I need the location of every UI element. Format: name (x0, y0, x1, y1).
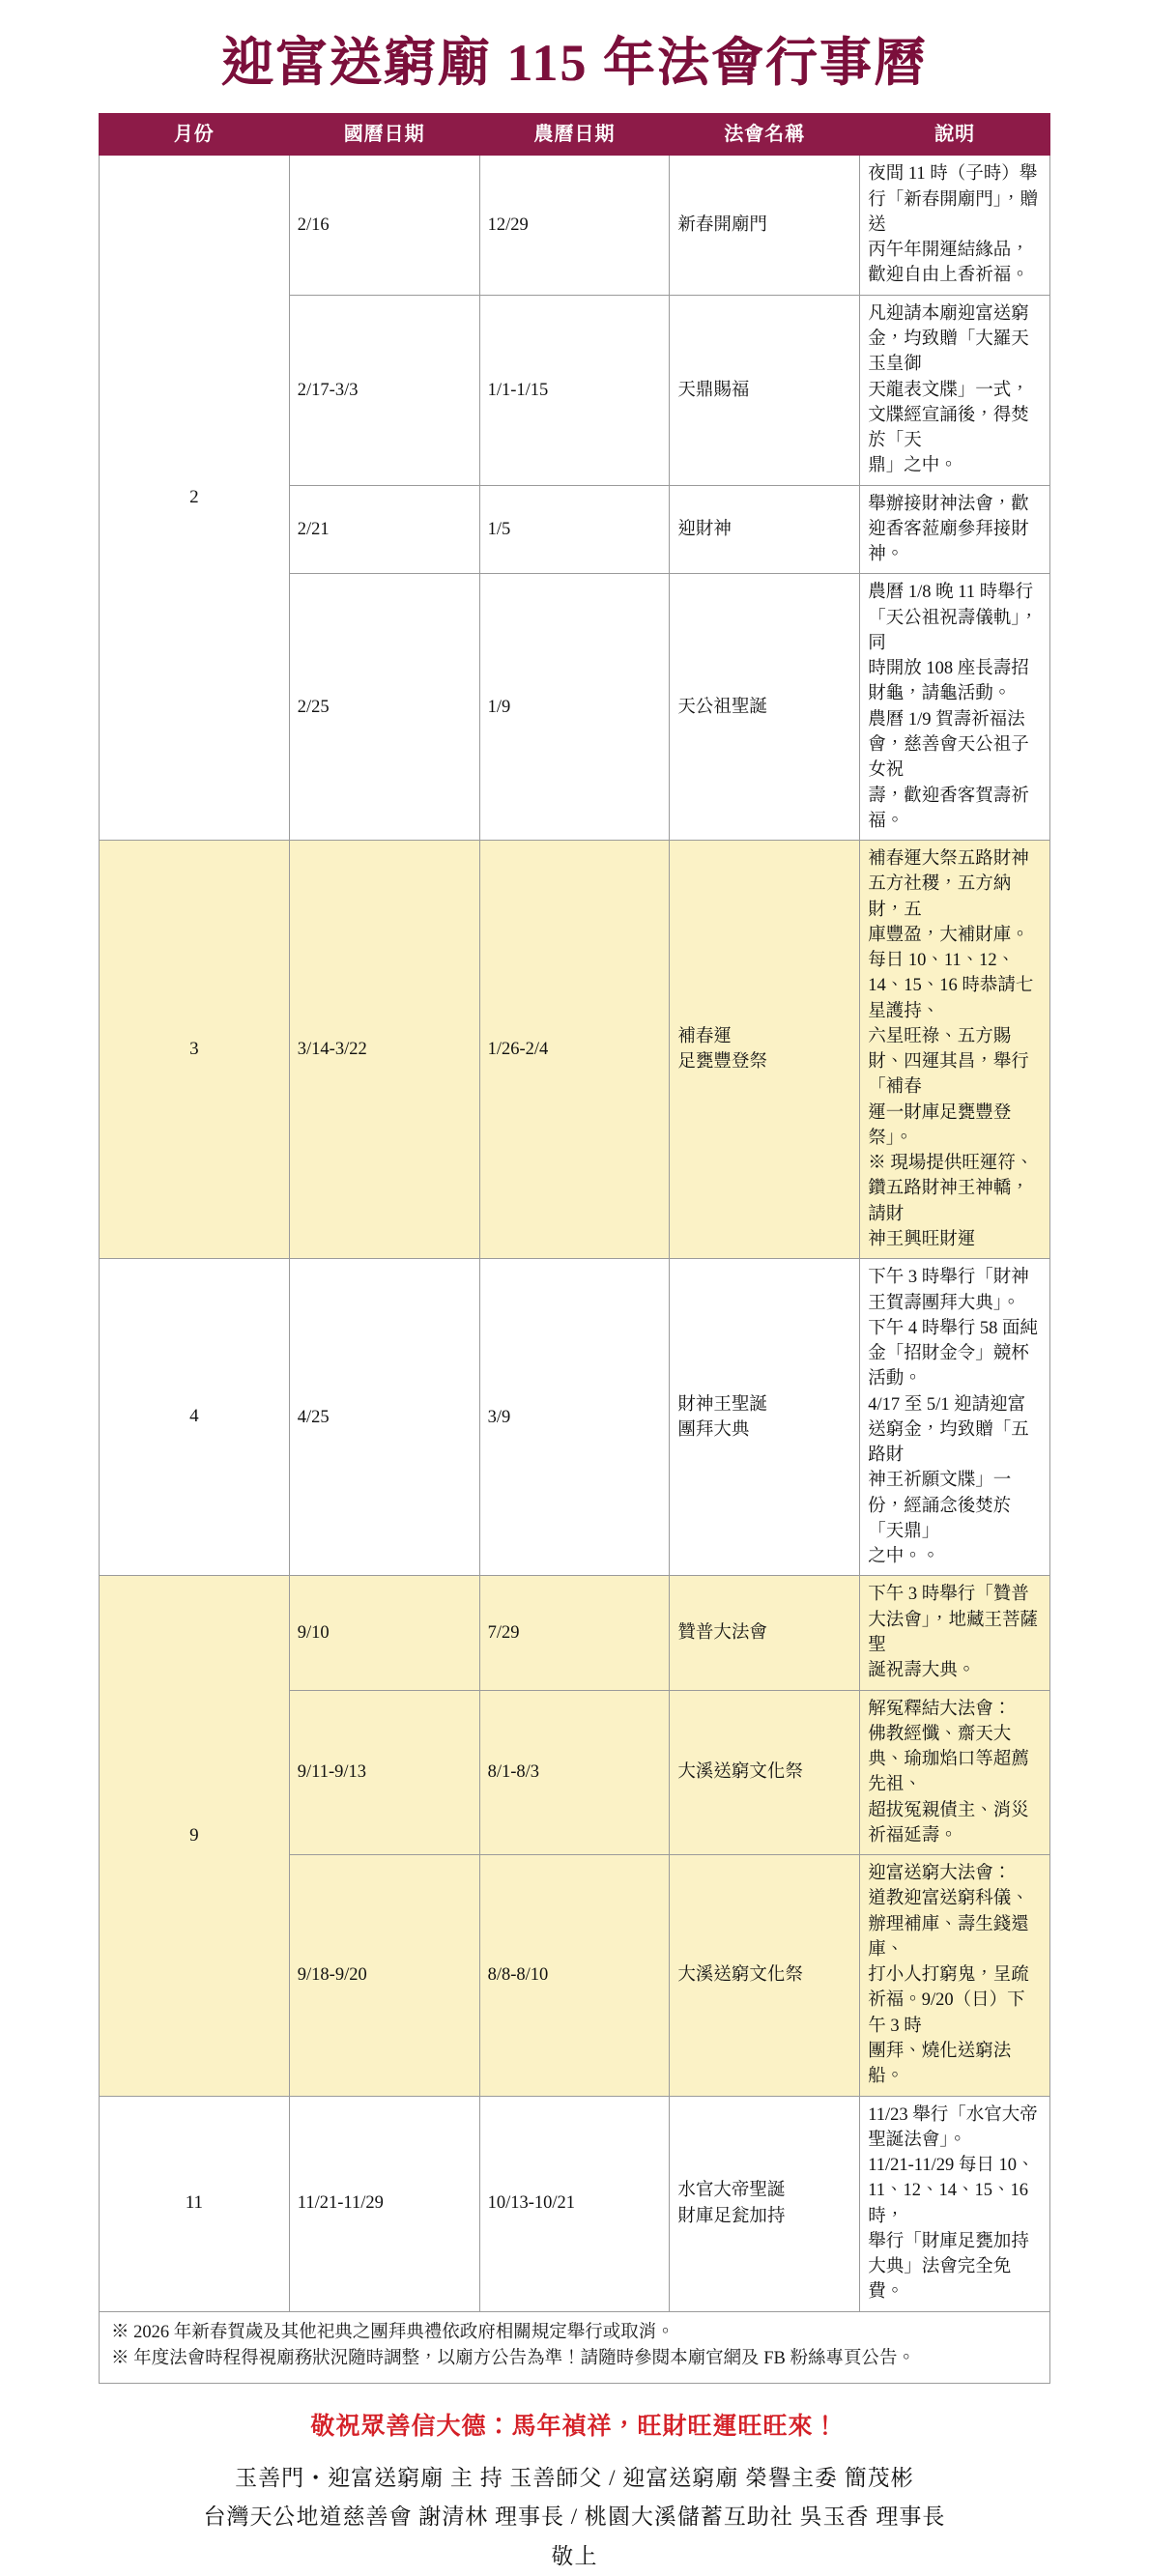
event-name-line: 足甕豐登祭 (677, 1052, 767, 1073)
event-name-line: 贊普大法會 (677, 1622, 767, 1643)
cell-event-name (670, 841, 860, 1259)
description-line: 佛教經懺、齋天大典、瑜珈焰口等超薦先祖、 (868, 1724, 1029, 1795)
description-line: 鼎」之中。 (868, 456, 958, 476)
calendar-table-wrapper (99, 113, 1050, 2312)
description-line: 下午 3 時舉行「財神王賀壽團拜大典」。 (868, 1268, 1029, 1313)
description-line: 六星旺祿、五方賜財、四運其昌，舉行「補春 (868, 1026, 1029, 1098)
cell-event-name (670, 156, 860, 295)
calendar-table (99, 113, 1050, 2312)
table-header (100, 114, 1050, 156)
cell-gregorian-date: 2/17-3/3 (289, 295, 479, 485)
table-row (100, 1259, 1050, 1576)
cell-lunar-date: 8/1-8/3 (479, 1690, 670, 1855)
cell-description (860, 574, 1050, 841)
description-line: 解冤釋結大法會： (868, 1699, 1012, 1719)
event-name-line: 迎財神 (677, 519, 732, 539)
description-line: 11/21-11/29 每日 10、11、12、14、15、16 時， (868, 2156, 1035, 2226)
description-line: 壽，歡迎香客賀壽祈福。 (868, 786, 1029, 831)
footnote-item: ※ 年度法會時程得視廟務狀況隨時調整，以廟方公告為準！請隨時參閱本廟官網及 FB 粉絲專頁公告。 (111, 2349, 916, 2369)
event-name-line: 財庫足瓮加持 (677, 2206, 786, 2226)
table-row (100, 2096, 1050, 2311)
description-line: 運一財庫足甕豐登祭」。 (868, 1102, 1012, 1148)
cell-description (860, 2096, 1050, 2311)
description-line: 誕祝壽大典。 (868, 1661, 976, 1681)
description-line: ※ 現場提供旺運符、鑽五路財神王神轎，請財 (868, 1154, 1034, 1224)
cell-description (860, 841, 1050, 1259)
cell-description (860, 1576, 1050, 1690)
column-header-month: 月份 (100, 114, 290, 156)
description-line: 天龍表文牒」一式，文牒經宣誦後，得焚於「天 (868, 380, 1029, 451)
description-line: 凡迎請本廟迎富送窮金，均致贈「大羅天玉皇御 (868, 303, 1029, 375)
signoff-block (0, 2459, 1149, 2576)
description-line: 團拜、燒化送窮法船。 (868, 2041, 1012, 2087)
cell-lunar-date: 12/29 (479, 156, 670, 295)
cell-lunar-date: 1/9 (479, 574, 670, 841)
table-row (100, 1576, 1050, 1690)
cell-event-name (670, 1855, 860, 2096)
cell-gregorian-date: 11/21-11/29 (289, 2096, 479, 2311)
table-body (100, 156, 1050, 2311)
signoff-line: 玉善門・迎富送窮廟 主 持 玉善師父 / 迎富送窮廟 榮譽主委 簡茂彬 (235, 2466, 914, 2491)
description-line: 農曆 1/8 晚 11 時舉行「天公祖祝壽儀軌」，同 (868, 583, 1038, 653)
cell-lunar-date: 1/1-1/15 (479, 295, 670, 485)
cell-month: 9 (100, 1576, 290, 2096)
cell-gregorian-date: 3/14-3/22 (289, 841, 479, 1259)
table-row (100, 841, 1050, 1259)
cell-description (860, 485, 1050, 574)
event-name-line: 天鼎賜福 (677, 380, 750, 400)
description-line: 舉辦接財神法會，歡迎香客蒞廟參拜接財神。 (868, 494, 1029, 565)
page-title: 迎富送窮廟 115 年法會行事曆 (220, 34, 929, 92)
cell-month: 11 (100, 2096, 290, 2311)
cell-lunar-date: 1/26-2/4 (479, 841, 670, 1259)
table-header-row (100, 114, 1050, 156)
description-line: 下午 3 時舉行「贊普大法會」，地藏王菩薩聖 (868, 1585, 1038, 1655)
description-line: 補春運大祭五路財神五方社稷，五方納財，五 (868, 849, 1029, 920)
cell-lunar-date: 3/9 (479, 1259, 670, 1576)
cell-event-name (670, 1259, 860, 1576)
description-line: 道教迎富送窮科儀、辦理補庫、壽生錢還庫、 (868, 1889, 1029, 1960)
signoff-line: 台灣天公地道慈善會 謝清林 理事長 / 桃園大溪儲蓄互助社 吳玉香 理事長 (203, 2504, 946, 2530)
table-row (100, 156, 1050, 295)
event-name-line: 補春運 (677, 1026, 732, 1046)
cell-description (860, 1690, 1050, 1855)
description-line: 神王興旺財運 (868, 1230, 976, 1250)
description-line: 丙午年開運結緣品，歡迎自由上香祈福。 (868, 241, 1029, 286)
event-name-line: 團拜大典 (677, 1419, 750, 1440)
cell-gregorian-date: 9/18-9/20 (289, 1855, 479, 2096)
description-line: 4/17 至 5/1 迎請迎富送窮金，均致贈「五路財 (868, 1394, 1029, 1466)
cell-description (860, 295, 1050, 485)
cell-month: 3 (100, 841, 290, 1259)
event-name-line: 大溪送窮文化祭 (677, 1965, 803, 1986)
event-name-line: 大溪送窮文化祭 (677, 1762, 803, 1783)
event-name-line: 天公祖聖誕 (677, 697, 767, 717)
cell-month: 4 (100, 1259, 290, 1576)
signoff-line: 敬上 (551, 2543, 598, 2568)
cell-lunar-date: 10/13-10/21 (479, 2096, 670, 2311)
cell-gregorian-date: 9/11-9/13 (289, 1690, 479, 1855)
column-header-description: 說明 (860, 114, 1050, 156)
description-line: 下午 4 時舉行 58 面純金「招財金令」競杯活動。 (868, 1318, 1038, 1389)
description-line: 之中。。 (868, 1547, 940, 1567)
column-header-event-name: 法會名稱 (670, 114, 860, 156)
cell-month: 2 (100, 156, 290, 841)
column-header-lunar-date: 農曆日期 (479, 114, 670, 156)
cell-lunar-date: 8/8-8/10 (479, 1855, 670, 2096)
description-line: 農曆 1/9 賀壽祈福法會，慈善會天公祖子女祝 (868, 709, 1029, 781)
event-name-line: 新春開廟門 (677, 215, 767, 235)
cell-gregorian-date: 4/25 (289, 1259, 479, 1576)
footnote-item: ※ 2026 年新春賀歲及其他祀典之團拜典禮依政府相關規定舉行或取消。 (111, 2322, 675, 2342)
description-line: 11/23 舉行「水官大帝聖誕法會」。 (868, 2104, 1038, 2150)
cell-gregorian-date: 2/16 (289, 156, 479, 295)
description-line: 打小人打窮鬼，呈疏祈福。9/20（日）下午 3 時 (868, 1965, 1029, 2036)
footnotes (99, 2312, 1050, 2385)
cell-event-name (670, 1690, 860, 1855)
cell-gregorian-date: 9/10 (289, 1576, 479, 1690)
cell-description (860, 1855, 1050, 2096)
cell-gregorian-date: 2/25 (289, 574, 479, 841)
description-line: 舉行「財庫足甕加持大典」法會完全免費。 (868, 2231, 1029, 2303)
cell-event-name (670, 485, 860, 574)
description-line: 時開放 108 座長壽招財龜，請龜活動。 (868, 659, 1029, 704)
description-line: 超拔冤親債主、消災祈福延壽。 (868, 1800, 1029, 1846)
description-line: 庫豐盈，大補財庫。 (868, 925, 1029, 945)
cell-gregorian-date: 2/21 (289, 485, 479, 574)
description-line: 夜間 11 時（子時）舉行「新春開廟門」，贈送 (868, 164, 1038, 235)
event-name-line: 水官大帝聖誕 (677, 2181, 786, 2201)
cell-event-name (670, 1576, 860, 1690)
cell-event-name (670, 2096, 860, 2311)
cell-lunar-date: 1/5 (479, 485, 670, 574)
cell-event-name (670, 295, 860, 485)
event-name-line: 財神王聖誕 (677, 1394, 767, 1415)
cell-description (860, 1259, 1050, 1576)
greeting-text: 敬祝眾善信大德：馬年禎祥，旺財旺運旺旺來！ (310, 2414, 839, 2441)
cell-description (860, 156, 1050, 295)
description-line: 神王祈願文牒」一份，經誦念後焚於「天鼎」 (868, 1471, 1012, 1541)
column-header-gregorian-date: 國曆日期 (289, 114, 479, 156)
description-line: 迎富送窮大法會： (868, 1864, 1012, 1884)
cell-event-name (670, 574, 860, 841)
cell-lunar-date: 7/29 (479, 1576, 670, 1690)
description-line: 每日 10、11、12、14、15、16 時恭請七星護持、 (868, 951, 1034, 1021)
